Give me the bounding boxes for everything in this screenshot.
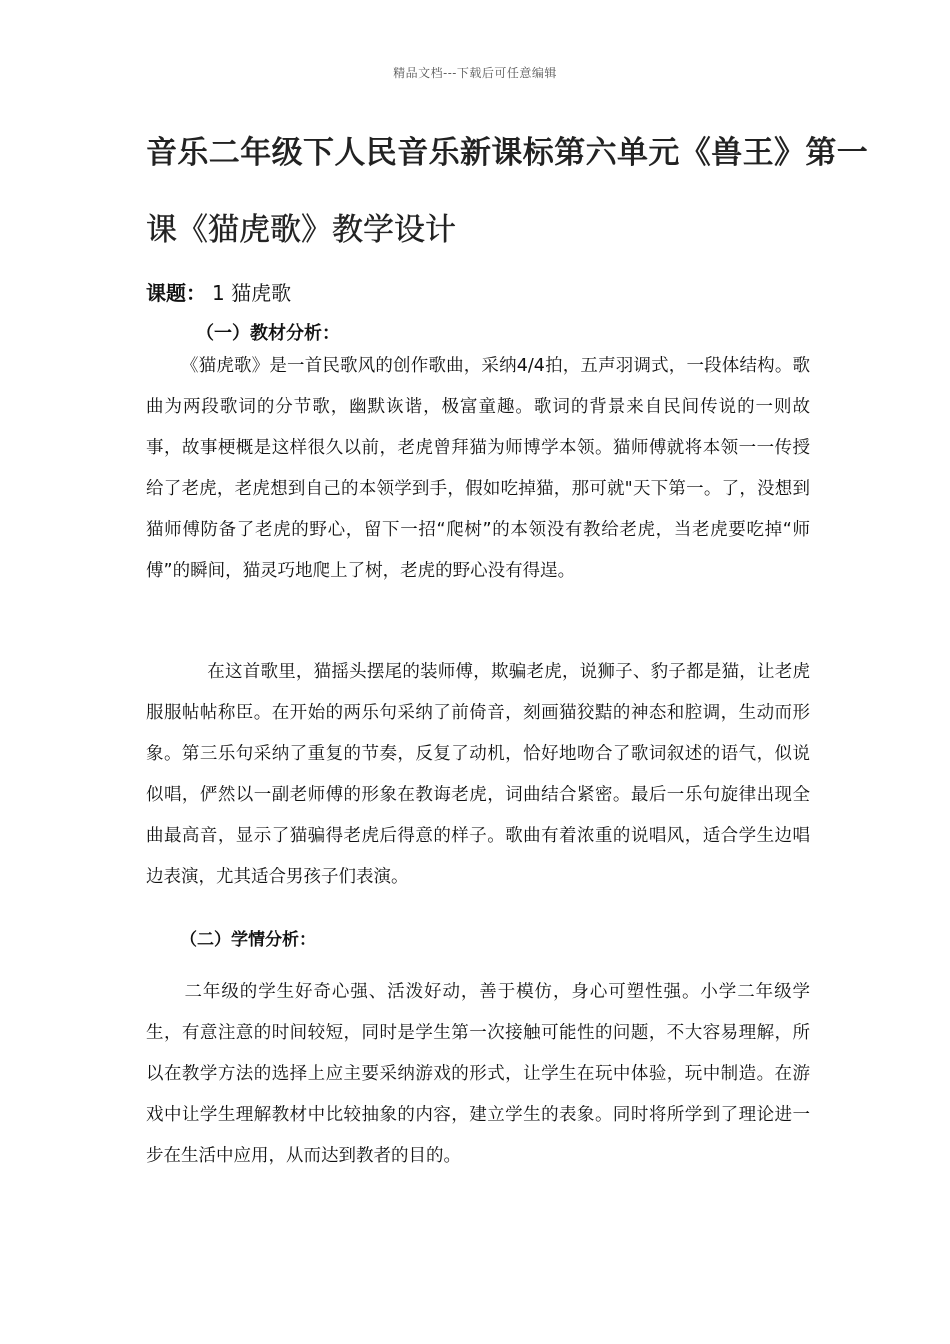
document-title-line-1: 音乐二年级下人民音乐新课标第六单元《兽王》第一 <box>146 135 869 171</box>
section-heading-textbook-analysis: （一）教材分析： <box>196 323 340 344</box>
document-title-line-2: 课《猫虎歌》教学设计 <box>146 212 456 248</box>
paragraph-textbook-analysis-1: 《猫虎歌》是一首民歌风的创作歌曲，采纳4/4拍，五声羽调式，一段体结构。歌曲为两段歌词的分节歌，幽默诙谐，极富童趣。歌词的背景来自民间传说的一则故事，故事梗概是这样很久以前，老虎曾拜猫为师博学本领。猫师傅就将本领一一传授给了老虎，老虎想到自己的本领学到手，假如吃掉猫，那可就"天下第一。了，没想到猫师傅防备了老虎的野心，留下一招“爬树”的本领没有教给老虎，当老虎要吃掉“师傅”的瞬间，猫灵巧地爬上了树，老虎的野心没有得逞。 <box>146 356 810 581</box>
subject-value: 1 猫虎歌 <box>212 281 292 305</box>
subject-label: 课题： <box>146 281 206 305</box>
lesson-subject <box>146 277 291 306</box>
section-heading-student-analysis: （二）学情分析： <box>180 930 316 950</box>
paragraph-textbook-analysis-2: 在这首歌里，猫摇头摆尾的装师傅，欺骗老虎，说狮子、豹子都是猫，让老虎服服帖帖称臣。在开始的两乐句采纳了前倚音，刻画猫狡黠的神态和腔调，生动而形象。第三乐句采纳了重复的节奏，反复了动机，恰好地吻合了歌词叙述的语气，似说似唱，俨然以一副老师傅的形象在教诲老虎，词曲结合紧密。最后一乐句旋律出现全曲最高音，显示了猫骗得老虎后得意的样子。歌曲有着浓重的说唱风，适合学生边唱边表演，尤其适合男孩子们表演。 <box>146 662 810 887</box>
paragraph-student-analysis-1: 二年级的学生好奇心强、活泼好动，善于模仿，身心可塑性强。小学二年级学生，有意注意的时间较短，同时是学生第一次接触可能性的问题，不大容易理解，所以在教学方法的选择上应主要采纳游戏的形式，让学生在玩中体验，玩中制造。在游戏中让学生理解教材中比较抽象的内容，建立学生的表象。同时将所学到了理论进一步在生活中应用，从而达到教者的目的。 <box>146 982 810 1166</box>
page-header-note: 精品文档---下载后可任意编辑 <box>393 66 557 80</box>
